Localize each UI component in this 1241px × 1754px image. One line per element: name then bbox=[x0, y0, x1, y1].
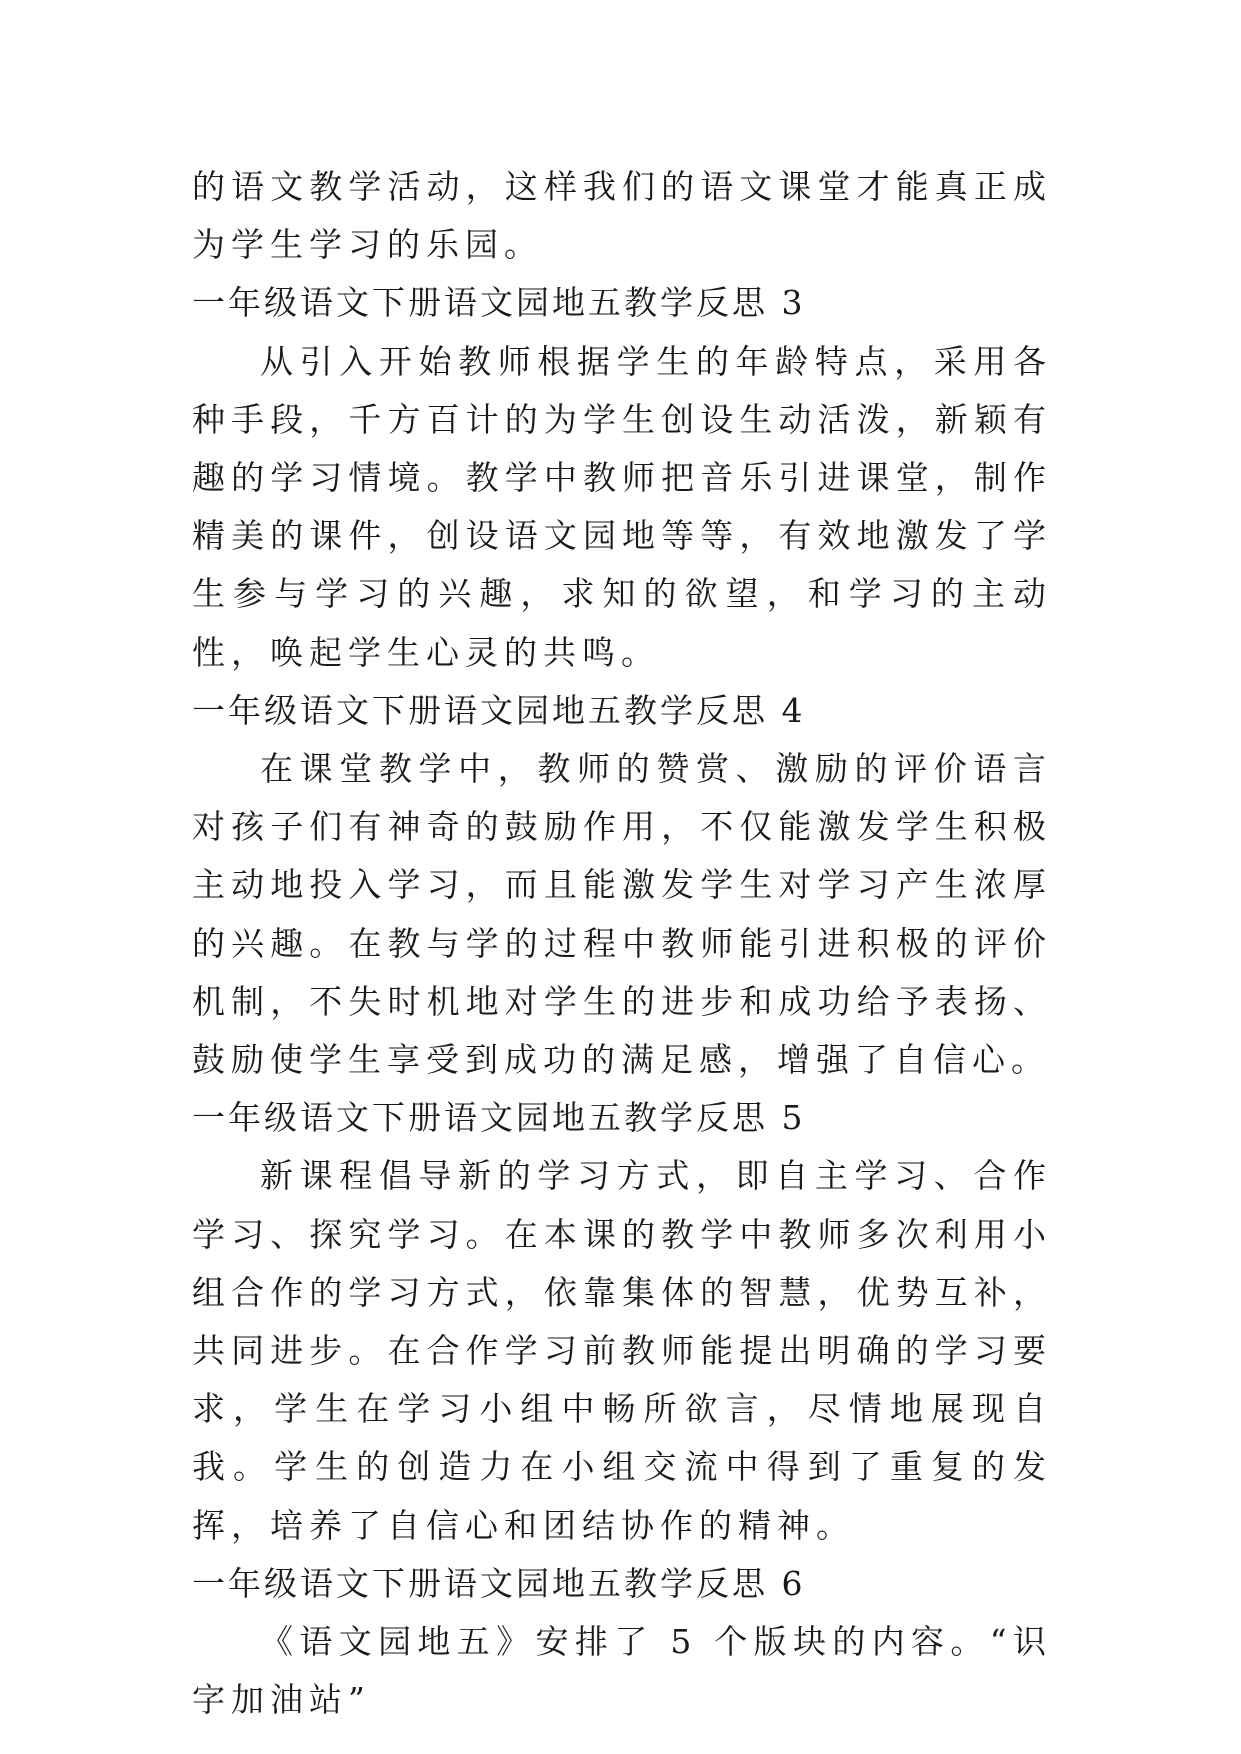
section-heading-3: 一年级语文下册语文园地五教学反思 3 bbox=[192, 283, 806, 323]
document-page bbox=[192, 158, 1052, 1729]
section-heading-5: 一年级语文下册语文园地五教学反思 5 bbox=[192, 1098, 806, 1138]
section-heading-4: 一年级语文下册语文园地五教学反思 4 bbox=[192, 690, 806, 730]
paragraph-reflection-5: 新课程倡导新的学习方式，即自主学习、合作学习、探究学习。在本课的教学中教师多次利用小组合作的学习方式，依靠集体的智慧，优势互补，共同进步。在合作学习前教师能提出明确的学习要求，学生在学习小组中畅所欲言，尽情地展现自我。学生的创造力在小组交流中得到了重复的发挥，培养了自信心和团结协作的精神。 bbox=[192, 1156, 1052, 1545]
section-heading-6: 一年级语文下册语文园地五教学反思 6 bbox=[192, 1563, 806, 1603]
paragraph-continued: 的语文教学活动，这样我们的语文课堂才能真正成为学生学习的乐园。 bbox=[192, 167, 1052, 265]
paragraph-reflection-4: 在课堂教学中，教师的赞赏、激励的评价语言对孩子们有神奇的鼓励作用，不仅能激发学生积极主动地投入学习，而且能激发学生对学习产生浓厚的兴趣。在教与学的过程中教师能引进积极的评价机制，不失时机地对学生的进步和成功给予表扬、鼓励使学生享受到成功的满足感，增强了自信心。 bbox=[192, 749, 1052, 1080]
paragraph-reflection-3: 从引入开始教师根据学生的年龄特点，采用各种手段，千方百计的为学生创设生动活泼，新颖有趣的学习情境。教学中教师把音乐引进课堂，制作精美的课件，创设语文园地等等，有效地激发了学生参与学习的兴趣，求知的欲望，和学习的主动性，唤起学生心灵的共鸣。 bbox=[192, 341, 1052, 672]
paragraph-reflection-6: 《语文园地五》安排了 5 个版块的内容。“识字加油站” bbox=[192, 1622, 1052, 1720]
